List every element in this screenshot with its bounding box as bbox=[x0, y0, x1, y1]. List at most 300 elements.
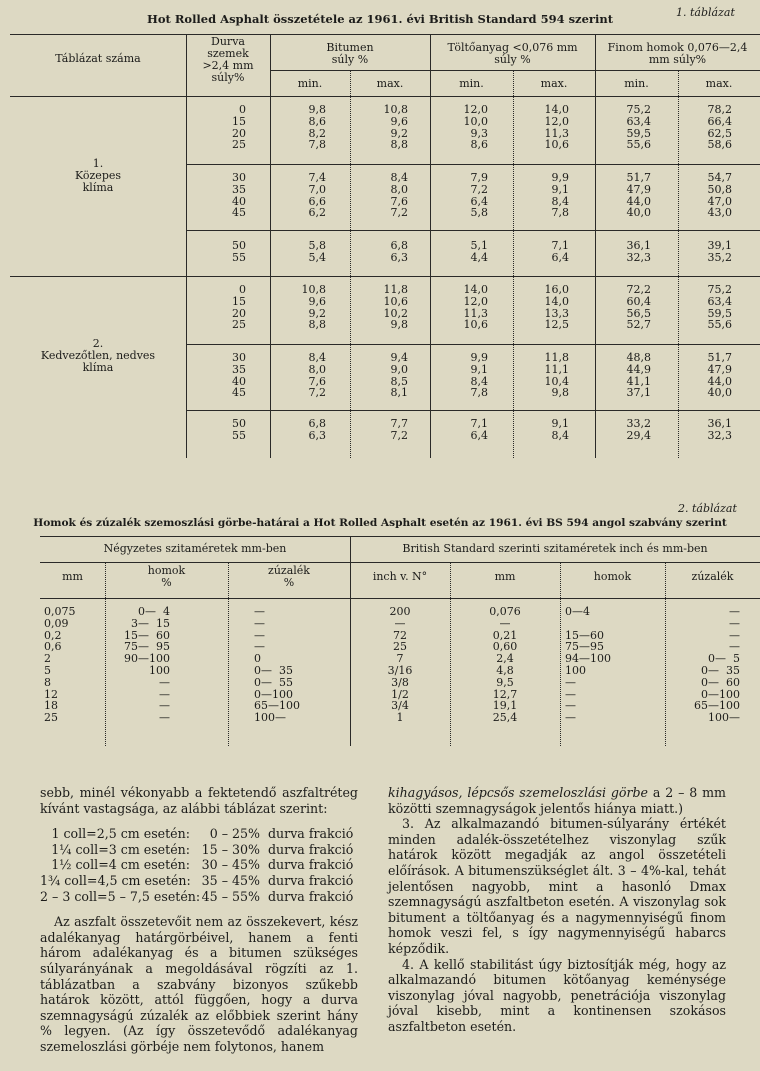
table-cell: 25 bbox=[44, 711, 58, 725]
table-cell: 41,1 bbox=[626, 374, 651, 388]
table-cell: 7,6 bbox=[308, 374, 326, 388]
coll-fraction: durva frakció bbox=[268, 841, 354, 857]
group-4-fmax bbox=[513, 284, 569, 331]
table-cell: 8 bbox=[44, 675, 51, 689]
header-coarse: Durva szemek >2,4 mm súly% bbox=[202, 35, 254, 84]
table-cell: 0,076 bbox=[489, 605, 521, 618]
header-square-sieves: Négyzetes szitaméretek mm-ben bbox=[103, 542, 287, 555]
table-cell: 0— 4 bbox=[138, 605, 170, 618]
table-cell: 7,9 bbox=[470, 171, 488, 184]
header-fine-sand: Finom homok 0,076—2,4 mm súly% bbox=[607, 41, 748, 66]
table-cell: — bbox=[565, 687, 576, 701]
table-cell: 20 bbox=[232, 306, 246, 320]
group-2-bmax bbox=[350, 172, 408, 219]
group-6-bmax bbox=[350, 418, 408, 442]
table-cell: 4,8 bbox=[496, 663, 514, 677]
table-cell: — bbox=[565, 711, 576, 725]
table2-title: Homok és zúzalék szemoszlási görbe-határai a Hot Rolled Asphalt esetén az 1961. évi BS 594 angol szabvány szerint bbox=[33, 517, 727, 529]
table-cell: 9,8 bbox=[308, 103, 326, 116]
coll-row bbox=[40, 889, 358, 905]
coll-fraction: durva frakció bbox=[268, 888, 354, 904]
table-cell: 50 bbox=[232, 239, 246, 252]
table-cell: 7,8 bbox=[551, 206, 569, 220]
table-cell: 8,0 bbox=[390, 182, 408, 196]
table-cell: 200 bbox=[389, 605, 411, 618]
group-5-smin bbox=[595, 352, 651, 399]
table-cell: 9,4 bbox=[390, 351, 408, 364]
table-cell: 0— 35 bbox=[254, 663, 293, 677]
table-cell: 11,8 bbox=[544, 351, 569, 364]
table-cell: 55 bbox=[232, 250, 246, 264]
table-cell: 65—100 bbox=[694, 699, 740, 713]
table-cell: 8,1 bbox=[390, 386, 408, 400]
table-cell: 0—100 bbox=[701, 687, 740, 701]
table-cell: 3/4 bbox=[391, 699, 409, 713]
group-6-coarse bbox=[190, 418, 246, 442]
table-cell: 7,1 bbox=[470, 417, 488, 430]
coll-size: 1¾ coll=4,5 cm esetén: bbox=[40, 872, 191, 888]
table-cell: 25,4 bbox=[492, 711, 518, 725]
table-cell: — bbox=[159, 699, 170, 713]
table-cell: 11,8 bbox=[383, 283, 408, 296]
table-cell: — bbox=[159, 687, 170, 701]
table-cell: 15 bbox=[232, 294, 246, 308]
coll-size: 1 coll=2,5 cm esetén: bbox=[51, 826, 190, 842]
group-2-coarse bbox=[190, 172, 246, 219]
right-paragraph-1: kihagyásos, lépcsős szemeloszlási görbe a 2 – 8 mm közötti szemnagyságok jelentős hiánya miatt.) bbox=[388, 785, 727, 816]
table-cell: 9,1 bbox=[470, 362, 488, 376]
table-cell: 59,5 bbox=[626, 126, 651, 140]
header-table-number: Táblázat száma bbox=[55, 52, 141, 65]
table-cell: 6,3 bbox=[308, 428, 326, 442]
header-filler-min: min. bbox=[459, 77, 484, 90]
table-cell: 25 bbox=[232, 138, 246, 152]
coll-fraction: durva frakció bbox=[268, 872, 354, 888]
table-cell: 9,2 bbox=[390, 126, 408, 140]
group-1-coarse bbox=[190, 104, 246, 151]
group-1-bmax bbox=[350, 104, 408, 151]
table-cell: 60,4 bbox=[626, 294, 651, 308]
table-cell: — bbox=[565, 675, 576, 689]
table-cell: 10,6 bbox=[383, 294, 408, 308]
table-cell: 9,8 bbox=[551, 386, 569, 400]
table-cell: 7,1 bbox=[551, 239, 569, 252]
table-cell: — bbox=[254, 640, 265, 654]
table-cell: 9,2 bbox=[308, 306, 326, 320]
table-cell: 39,1 bbox=[707, 239, 732, 252]
group-1-smax bbox=[678, 104, 732, 151]
header-bitumen: Bitumen súly % bbox=[326, 41, 374, 66]
table-cell: 9,5 bbox=[496, 675, 514, 689]
table-cell: 55,6 bbox=[626, 138, 651, 152]
table-cell: 14,0 bbox=[463, 283, 488, 296]
header-sand: homok % bbox=[147, 564, 186, 589]
table-cell: 0,2 bbox=[44, 628, 62, 642]
table-cell: 50,8 bbox=[707, 182, 732, 196]
table-cell: 7 bbox=[396, 652, 404, 666]
table-cell: 9,9 bbox=[470, 351, 488, 364]
table-cell: 13,3 bbox=[544, 306, 569, 320]
group-1-smin bbox=[595, 104, 651, 151]
table-cell: 35 bbox=[232, 182, 246, 196]
table-cell: 15—60 bbox=[565, 628, 604, 642]
coll-range: 35 – 45% bbox=[201, 872, 260, 888]
table-cell: 0— 5 bbox=[708, 652, 740, 666]
table-cell: 14,0 bbox=[544, 294, 569, 308]
group-5-coarse bbox=[190, 352, 246, 399]
table-cell: 30 bbox=[232, 351, 246, 364]
col-chippings-bs bbox=[672, 606, 740, 724]
table-cell bbox=[565, 618, 645, 630]
group-4-bmin bbox=[270, 284, 326, 331]
table-cell: 33,2 bbox=[626, 417, 651, 430]
right-column bbox=[388, 785, 726, 1035]
table-cell: 15— 60 bbox=[124, 628, 170, 642]
table-cell: 12,0 bbox=[463, 103, 488, 116]
coll-fraction: durva frakció bbox=[268, 857, 354, 873]
table-cell: — bbox=[254, 628, 265, 642]
col-sand bbox=[110, 606, 170, 724]
table-cell: 25 bbox=[232, 318, 246, 332]
group-6-smax bbox=[678, 418, 732, 442]
table-cell: 40 bbox=[232, 194, 246, 208]
table-cell: 9,0 bbox=[390, 362, 408, 376]
group-5-fmin bbox=[430, 352, 488, 399]
header-sand-min: min. bbox=[624, 77, 649, 90]
table-cell: 0,60 bbox=[492, 640, 518, 654]
coll-range: 45 – 55% bbox=[201, 888, 260, 904]
table-cell: 8,4 bbox=[308, 351, 326, 364]
table-cell: — bbox=[565, 699, 576, 713]
group-3-fmax bbox=[513, 240, 569, 264]
table-cell: 6,8 bbox=[390, 239, 408, 252]
table1-caption: 1. táblázat bbox=[676, 6, 735, 19]
col-mm bbox=[44, 606, 104, 724]
table-cell: 1 bbox=[396, 711, 404, 725]
table-cell: 0 bbox=[239, 283, 246, 296]
table-cell: 6,6 bbox=[308, 194, 326, 208]
table-cell: 7,2 bbox=[390, 428, 408, 442]
coll-size: 2 – 3 coll=5 – 7,5 esetén: bbox=[40, 888, 201, 904]
table-cell: 11,1 bbox=[544, 362, 569, 376]
coll-row bbox=[40, 857, 358, 873]
group-6-bmin bbox=[270, 418, 326, 442]
table-cell: — bbox=[729, 616, 740, 630]
right-paragraph-2: 3. Az alkalmazandó bitumen-súlyarány értékét minden adalék-összetételhez viszonylag szűk határok között megadják az angol összetételi előírások. A bitumenszükséglet ált. 3 – 4%-kal, tehát jelentősen nagyobb, mint a hasonló Dmax szemnagyságú aszfaltbeton esetén. A viszonylag sok bitument a töltőanyag és a nagymennyiségű finom homok veszi fel, s így nagymennyiségű habarcs képződik. bbox=[388, 816, 726, 956]
table-cell: 43,0 bbox=[707, 206, 732, 220]
table-cell: 12,0 bbox=[544, 114, 569, 128]
table-cell: 9,9 bbox=[551, 171, 569, 184]
table-cell: 44,0 bbox=[626, 194, 651, 208]
table-cell: 0—100 bbox=[254, 687, 293, 701]
header-filler-max: max. bbox=[540, 77, 568, 90]
header-inch: inch v. N° bbox=[372, 570, 428, 583]
coll-row bbox=[40, 826, 358, 842]
table-cell: 16,0 bbox=[544, 283, 569, 296]
table-cell: 8,0 bbox=[308, 362, 326, 376]
table-cell: 36,1 bbox=[707, 417, 732, 430]
table-cell: 8,6 bbox=[308, 114, 326, 128]
table-cell: 54,7 bbox=[707, 171, 732, 184]
coll-row bbox=[40, 873, 358, 889]
left-column bbox=[40, 785, 358, 1055]
table-cell: 6,3 bbox=[390, 250, 408, 264]
table-cell: 11,3 bbox=[544, 126, 569, 140]
table-cell: 45 bbox=[232, 386, 246, 400]
table-cell: 45 bbox=[232, 206, 246, 220]
table-cell: 3/8 bbox=[391, 675, 409, 689]
table-cell: 78,2 bbox=[707, 103, 732, 116]
table-cell: 8,8 bbox=[390, 138, 408, 152]
table-cell: 8,4 bbox=[551, 194, 569, 208]
table-cell: 5,8 bbox=[308, 239, 326, 252]
group-2-smax bbox=[678, 172, 732, 219]
coll-size: 1½ coll=4 cm esetén: bbox=[51, 857, 190, 873]
group-5-smax bbox=[678, 352, 732, 399]
table-cell: 8,8 bbox=[308, 318, 326, 332]
table-cell: 5 bbox=[44, 663, 51, 677]
header-mm: mm bbox=[62, 570, 83, 583]
table-cell: 6,8 bbox=[308, 417, 326, 430]
left-paragraph: Az aszfalt összetevőit nem az összekevert, kész adalékanyag határgörbéivel, hanem a fenti három adalékanyag és a bitumen szükséges súlyarányának a megoldásával rögzíti az 1. táblázatban a szabvány bizonyos szűkebb határok között, attól függően, hogy a durva szemnagyságú zúzalék az előbbiek szerint hány % legyen. (Az így összetevődő adalékanyag szemeloszlási görbéje nem folytonos, hanem bbox=[40, 914, 358, 1054]
table-cell: 0,6 bbox=[44, 640, 62, 654]
table-cell: 7,2 bbox=[308, 386, 326, 400]
table-cell: 75,2 bbox=[626, 103, 651, 116]
table-cell: — bbox=[729, 628, 740, 642]
table-cell: 15 bbox=[232, 114, 246, 128]
table-cell: 44,0 bbox=[707, 374, 732, 388]
group-5-bmax bbox=[350, 352, 408, 399]
table-cell: 10,8 bbox=[383, 103, 408, 116]
table-cell: 100 bbox=[565, 663, 586, 677]
group-1-bmin bbox=[270, 104, 326, 151]
table-cell: 0 bbox=[239, 103, 246, 116]
table-cell: 0,09 bbox=[44, 616, 69, 630]
table-cell: 12,5 bbox=[544, 318, 569, 332]
group-3-coarse bbox=[190, 240, 246, 264]
table-cell: — bbox=[394, 616, 406, 630]
header-sand-max: max. bbox=[705, 77, 733, 90]
table-cell: 0,075 bbox=[44, 605, 76, 618]
table-cell: 9,3 bbox=[470, 126, 488, 140]
coll-size: 1¼ coll=3 cm esetén: bbox=[51, 841, 190, 857]
table-cell: — bbox=[254, 605, 265, 618]
table-cell: 8,4 bbox=[390, 171, 408, 184]
table-cell: 0 bbox=[254, 652, 261, 666]
table-cell: 8,4 bbox=[551, 428, 569, 442]
col-inch bbox=[355, 606, 445, 724]
table-cell: 40 bbox=[232, 374, 246, 388]
table-cell: 55,6 bbox=[707, 318, 732, 332]
table-cell: 10,6 bbox=[544, 138, 569, 152]
table-cell: 5,1 bbox=[470, 239, 488, 252]
table-cell: 47,9 bbox=[707, 362, 732, 376]
climate-2-label: 2. Kedvezőtlen, nedves klíma bbox=[40, 337, 156, 374]
table-cell: 25 bbox=[393, 640, 407, 654]
table-cell: 100— bbox=[254, 711, 286, 725]
group-4-coarse bbox=[190, 284, 246, 331]
table-cell: 6,4 bbox=[470, 428, 488, 442]
table-cell: 75—95 bbox=[565, 640, 604, 654]
table-cell: 55 bbox=[232, 428, 246, 442]
table-cell: 9,1 bbox=[551, 417, 569, 430]
table-cell: 2 bbox=[44, 652, 51, 666]
table-cell: — bbox=[729, 640, 740, 654]
table-cell: 12,0 bbox=[463, 294, 488, 308]
table-cell: 10,4 bbox=[544, 374, 569, 388]
table-cell: 30 bbox=[232, 171, 246, 184]
table-cell: 0— 35 bbox=[701, 663, 740, 677]
right-paragraph-3: 4. A kellő stabilitást úgy biztosítják még, hogy az alkalmazandó bitumen kötőanyag keménysége viszonylag jóval nagyobb, penetrációja viszonylag jóval kisebb, mint a kontinensen szokásos aszfaltbeton esetén. bbox=[388, 956, 726, 1034]
table-cell: 7,8 bbox=[470, 386, 488, 400]
header-bitumen-max: max. bbox=[376, 77, 404, 90]
table-cell: 40,0 bbox=[626, 206, 651, 220]
table-cell: 7,6 bbox=[390, 194, 408, 208]
header-filler: Töltőanyag <0,076 mm súly % bbox=[447, 41, 578, 66]
table-cell: 10,0 bbox=[463, 114, 488, 128]
table1-title: Hot Rolled Asphalt összetétele az 1961. évi British Standard 594 szerint bbox=[146, 12, 614, 26]
table-cell: — bbox=[254, 616, 265, 630]
table-cell: 29,4 bbox=[626, 428, 651, 442]
group-2-fmin bbox=[430, 172, 488, 219]
table-cell: 0— 60 bbox=[701, 675, 740, 689]
header-sand-bs: homok bbox=[593, 570, 632, 583]
table-cell: 12 bbox=[44, 687, 58, 701]
table-cell: 5,4 bbox=[308, 250, 326, 264]
header-chippings: zúzalék % bbox=[268, 564, 310, 589]
table-cell: 51,7 bbox=[707, 351, 732, 364]
table-cell: 35 bbox=[232, 362, 246, 376]
climate-1-label: 1. Közepes klíma bbox=[74, 157, 122, 194]
table-cell: 47,0 bbox=[707, 194, 732, 208]
table-cell: 48,8 bbox=[626, 351, 651, 364]
table-cell: 65—100 bbox=[254, 699, 300, 713]
group-4-smin bbox=[595, 284, 651, 331]
table-cell: 90—100 bbox=[124, 652, 170, 666]
coll-range: 15 – 30% bbox=[201, 841, 260, 857]
group-6-fmin bbox=[430, 418, 488, 442]
group-2-smin bbox=[595, 172, 651, 219]
group-4-smax bbox=[678, 284, 732, 331]
table-cell: 1/2 bbox=[391, 687, 409, 701]
col-sand-bs bbox=[565, 606, 645, 724]
table-cell: 8,4 bbox=[470, 374, 488, 388]
table-cell: 6,4 bbox=[551, 250, 569, 264]
table-cell: 9,6 bbox=[308, 294, 326, 308]
table-cell: 11,3 bbox=[463, 306, 488, 320]
table-cell: 72 bbox=[393, 628, 407, 642]
table-cell: 35,2 bbox=[707, 250, 732, 264]
table-cell: 36,1 bbox=[626, 239, 651, 252]
group-1-fmin bbox=[430, 104, 488, 151]
table-cell: 63,4 bbox=[707, 294, 732, 308]
group-4-fmin bbox=[430, 284, 488, 331]
table-cell: 4,4 bbox=[470, 250, 488, 264]
table-cell: 66,4 bbox=[707, 114, 732, 128]
table-cell: 8,2 bbox=[308, 126, 326, 140]
header-bitumen-min: min. bbox=[297, 77, 323, 90]
table-cell: — bbox=[159, 675, 170, 689]
table-cell: 5,8 bbox=[470, 206, 488, 220]
group-6-fmax bbox=[513, 418, 569, 442]
col-chippings bbox=[254, 606, 324, 724]
table-cell: 18 bbox=[44, 699, 58, 713]
left-intro: sebb, minél vékonyabb a fektetendő aszfaltréteg kívánt vastagsága, az alábbi táblázat szerint: bbox=[40, 785, 358, 816]
table-cell: 100 bbox=[149, 663, 170, 677]
table-cell: 7,2 bbox=[470, 182, 488, 196]
table-cell: 10,2 bbox=[383, 306, 408, 320]
table-cell: 9,6 bbox=[390, 114, 408, 128]
table-cell: 7,2 bbox=[390, 206, 408, 220]
col-mm-bs bbox=[460, 606, 550, 724]
table-cell: 6,2 bbox=[308, 206, 326, 220]
table-cell: 3— 15 bbox=[131, 616, 170, 630]
table-cell: — bbox=[729, 605, 740, 618]
table-cell: 56,5 bbox=[626, 306, 651, 320]
table-cell: 20 bbox=[232, 126, 246, 140]
group-3-bmin bbox=[270, 240, 326, 264]
group-1-fmax bbox=[513, 104, 569, 151]
group-3-smax bbox=[678, 240, 732, 264]
table-cell: 12,7 bbox=[492, 687, 518, 701]
table-cell: 44,9 bbox=[626, 362, 651, 376]
group-2-fmax bbox=[513, 172, 569, 219]
table-cell: 0—4 bbox=[565, 605, 590, 618]
table-cell: 19,1 bbox=[492, 699, 518, 713]
coll-fraction: durva frakció bbox=[268, 826, 354, 842]
table-cell: 75— 95 bbox=[124, 640, 170, 654]
table-cell: 72,2 bbox=[626, 283, 651, 296]
header-bs-sieves: British Standard szerinti szitaméretek inch és mm-ben bbox=[402, 542, 708, 555]
table-cell: 2,4 bbox=[496, 652, 514, 666]
group-5-fmax bbox=[513, 352, 569, 399]
table-cell: 50 bbox=[232, 417, 246, 430]
table-cell: 6,4 bbox=[470, 194, 488, 208]
table-cell: 3/16 bbox=[387, 663, 413, 677]
table-cell: 14,0 bbox=[544, 103, 569, 116]
table-cell: 47,9 bbox=[626, 182, 651, 196]
table-cell: — bbox=[159, 711, 170, 725]
group-3-smin bbox=[595, 240, 651, 264]
table-cell: 94—100 bbox=[565, 652, 611, 666]
table-cell: 8,6 bbox=[470, 138, 488, 152]
header-mm-bs: mm bbox=[494, 570, 516, 583]
table2-caption: 2. táblázat bbox=[678, 502, 737, 515]
table-cell: 75,2 bbox=[707, 283, 732, 296]
table-cell: 0— 55 bbox=[254, 675, 293, 689]
coll-range: 0 – 25% bbox=[209, 826, 260, 842]
table-cell: 7,7 bbox=[390, 417, 408, 430]
table-cell: 52,7 bbox=[626, 318, 651, 332]
table-cell: 58,6 bbox=[707, 138, 732, 152]
table-cell: 62,5 bbox=[707, 126, 732, 140]
table-cell: 7,8 bbox=[308, 138, 326, 152]
table-cell: 100— bbox=[708, 711, 740, 725]
table-cell: 0,21 bbox=[492, 628, 518, 642]
coll-range: 30 – 45% bbox=[201, 857, 260, 873]
table-cell: 59,5 bbox=[707, 306, 732, 320]
table-cell: 37,1 bbox=[626, 386, 651, 400]
group-6-smin bbox=[595, 418, 651, 442]
table-cell: — bbox=[499, 616, 511, 630]
table-cell: 32,3 bbox=[626, 250, 651, 264]
group-3-fmin bbox=[430, 240, 488, 264]
table-cell: 9,1 bbox=[551, 182, 569, 196]
table-cell: 10,6 bbox=[463, 318, 488, 332]
group-2-bmin bbox=[270, 172, 326, 219]
table-cell: 10,8 bbox=[301, 283, 326, 296]
table-cell: 63,4 bbox=[626, 114, 651, 128]
